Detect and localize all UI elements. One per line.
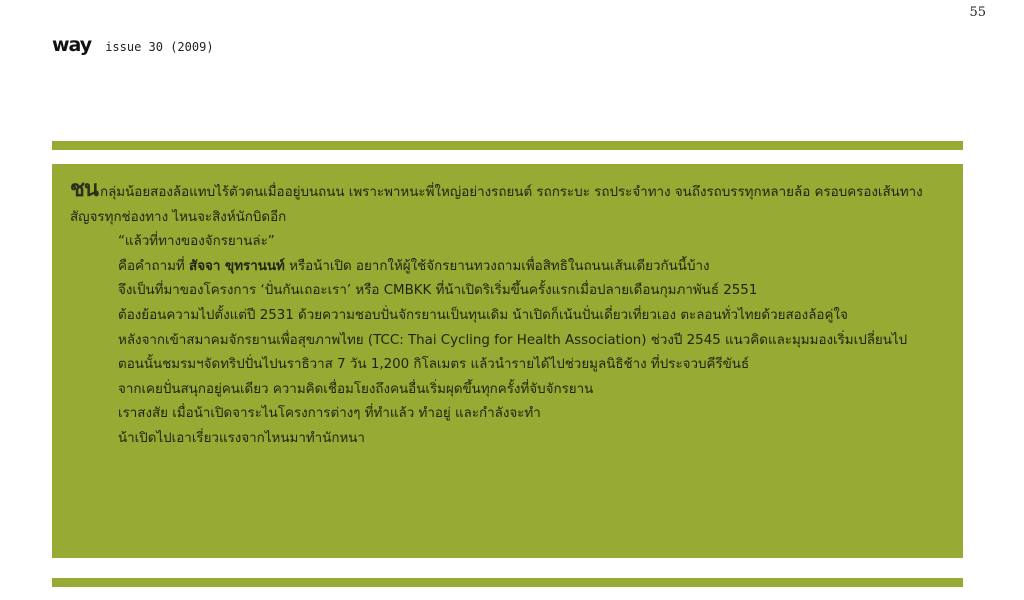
page-number: 55 (969, 5, 986, 20)
bottom-divider-bar (52, 578, 963, 587)
asker-post: หรือน้าเปิด อยากให้ผู้ใช้จักรยานทวงถามเพื่อสิทธิในถนนเส้นเดียวกันนี้บ้าง (284, 258, 710, 274)
paragraph-asker (70, 255, 945, 280)
paragraph-question: “แล้วที่ทางของจักรยานล่ะ” (118, 234, 275, 250)
paragraph-change: จากเคยปั่นสนุกอยู่คนเดียว ความคิดเชื่อมโยงถึงคนอื่นเริ่มผุดขึ้นทุกครั้งที่จับจักรยาน (118, 381, 594, 397)
paragraph-wonder: เราสงสัย เมื่อน้าเปิดจาระไนโครงการต่างๆ ที่ทำแล้ว ทำอยู่ และกำลังจะทำ (118, 406, 541, 422)
person-name: สัจจา ขุทรานนท์ (189, 258, 285, 274)
paragraph-association: หลังจากเข้าสมาคมจักรยานเพื่อสุขภาพไทย (TCC: Thai Cycling for Health Association) ช่วงปี 2545 แนวคิดและมุมมองเริ่มเปลี่ยนไป (118, 332, 908, 348)
paragraph-closing: น้าเปิดไปเอาเรี่ยวแรงจากไหนมาทำนักหนา (118, 430, 365, 446)
masthead (52, 34, 214, 56)
issue-label: issue 30 (2009) (105, 40, 214, 54)
paragraph-intro (70, 178, 945, 230)
paragraph-trip: ตอนนั้นชมรมฯจัดทริปปั่นไปนราธิวาส 7 วัน 1,200 กิโลเมตร แล้วนำรายได้ไปช่วยมูลนิธิช้าง ที่ประจวบคีรีขันธ์ (118, 357, 750, 373)
paragraph-history: ต้องย้อนความไปตั้งแต่ปี 2531 ด้วยความชอบปั่นจักรยานเป็นทุนเดิม น้าเปิดก็เน้นปั่นเดี่ยวเที่ยวเอง ตะลอนทั่วไทยด้วยสองล้อคู่ใจ (118, 307, 848, 323)
top-divider-bar (52, 141, 963, 150)
asker-pre: คือคำถามที่ (118, 258, 190, 274)
intro-text: กลุ่มน้อยสองล้อแทบไร้ตัวตนเมื่ออยู่บนถนน เพราะพาหนะพี่ใหญ่อย่างรถยนต์ รถกระบะ รถประจำทาง จนถึงรถบรรทุกหลายล้อ ครอบครองเส้นทางสัญจรทุกช่องทาง ไหนจะสิงห์นักบิดอีก (70, 185, 923, 225)
article-panel (52, 164, 963, 558)
magazine-logo: way (52, 34, 92, 56)
dropcap: ชน (70, 177, 98, 202)
paragraph-project: จึงเป็นที่มาของโครงการ ‘ปั่นกันเถอะเรา’ หรือ CMBKK ที่น้าเปิดริเริ่มขึ้นครั้งแรกเมื่อปลายเดือนกุมภาพันธ์ 2551 (118, 283, 758, 299)
